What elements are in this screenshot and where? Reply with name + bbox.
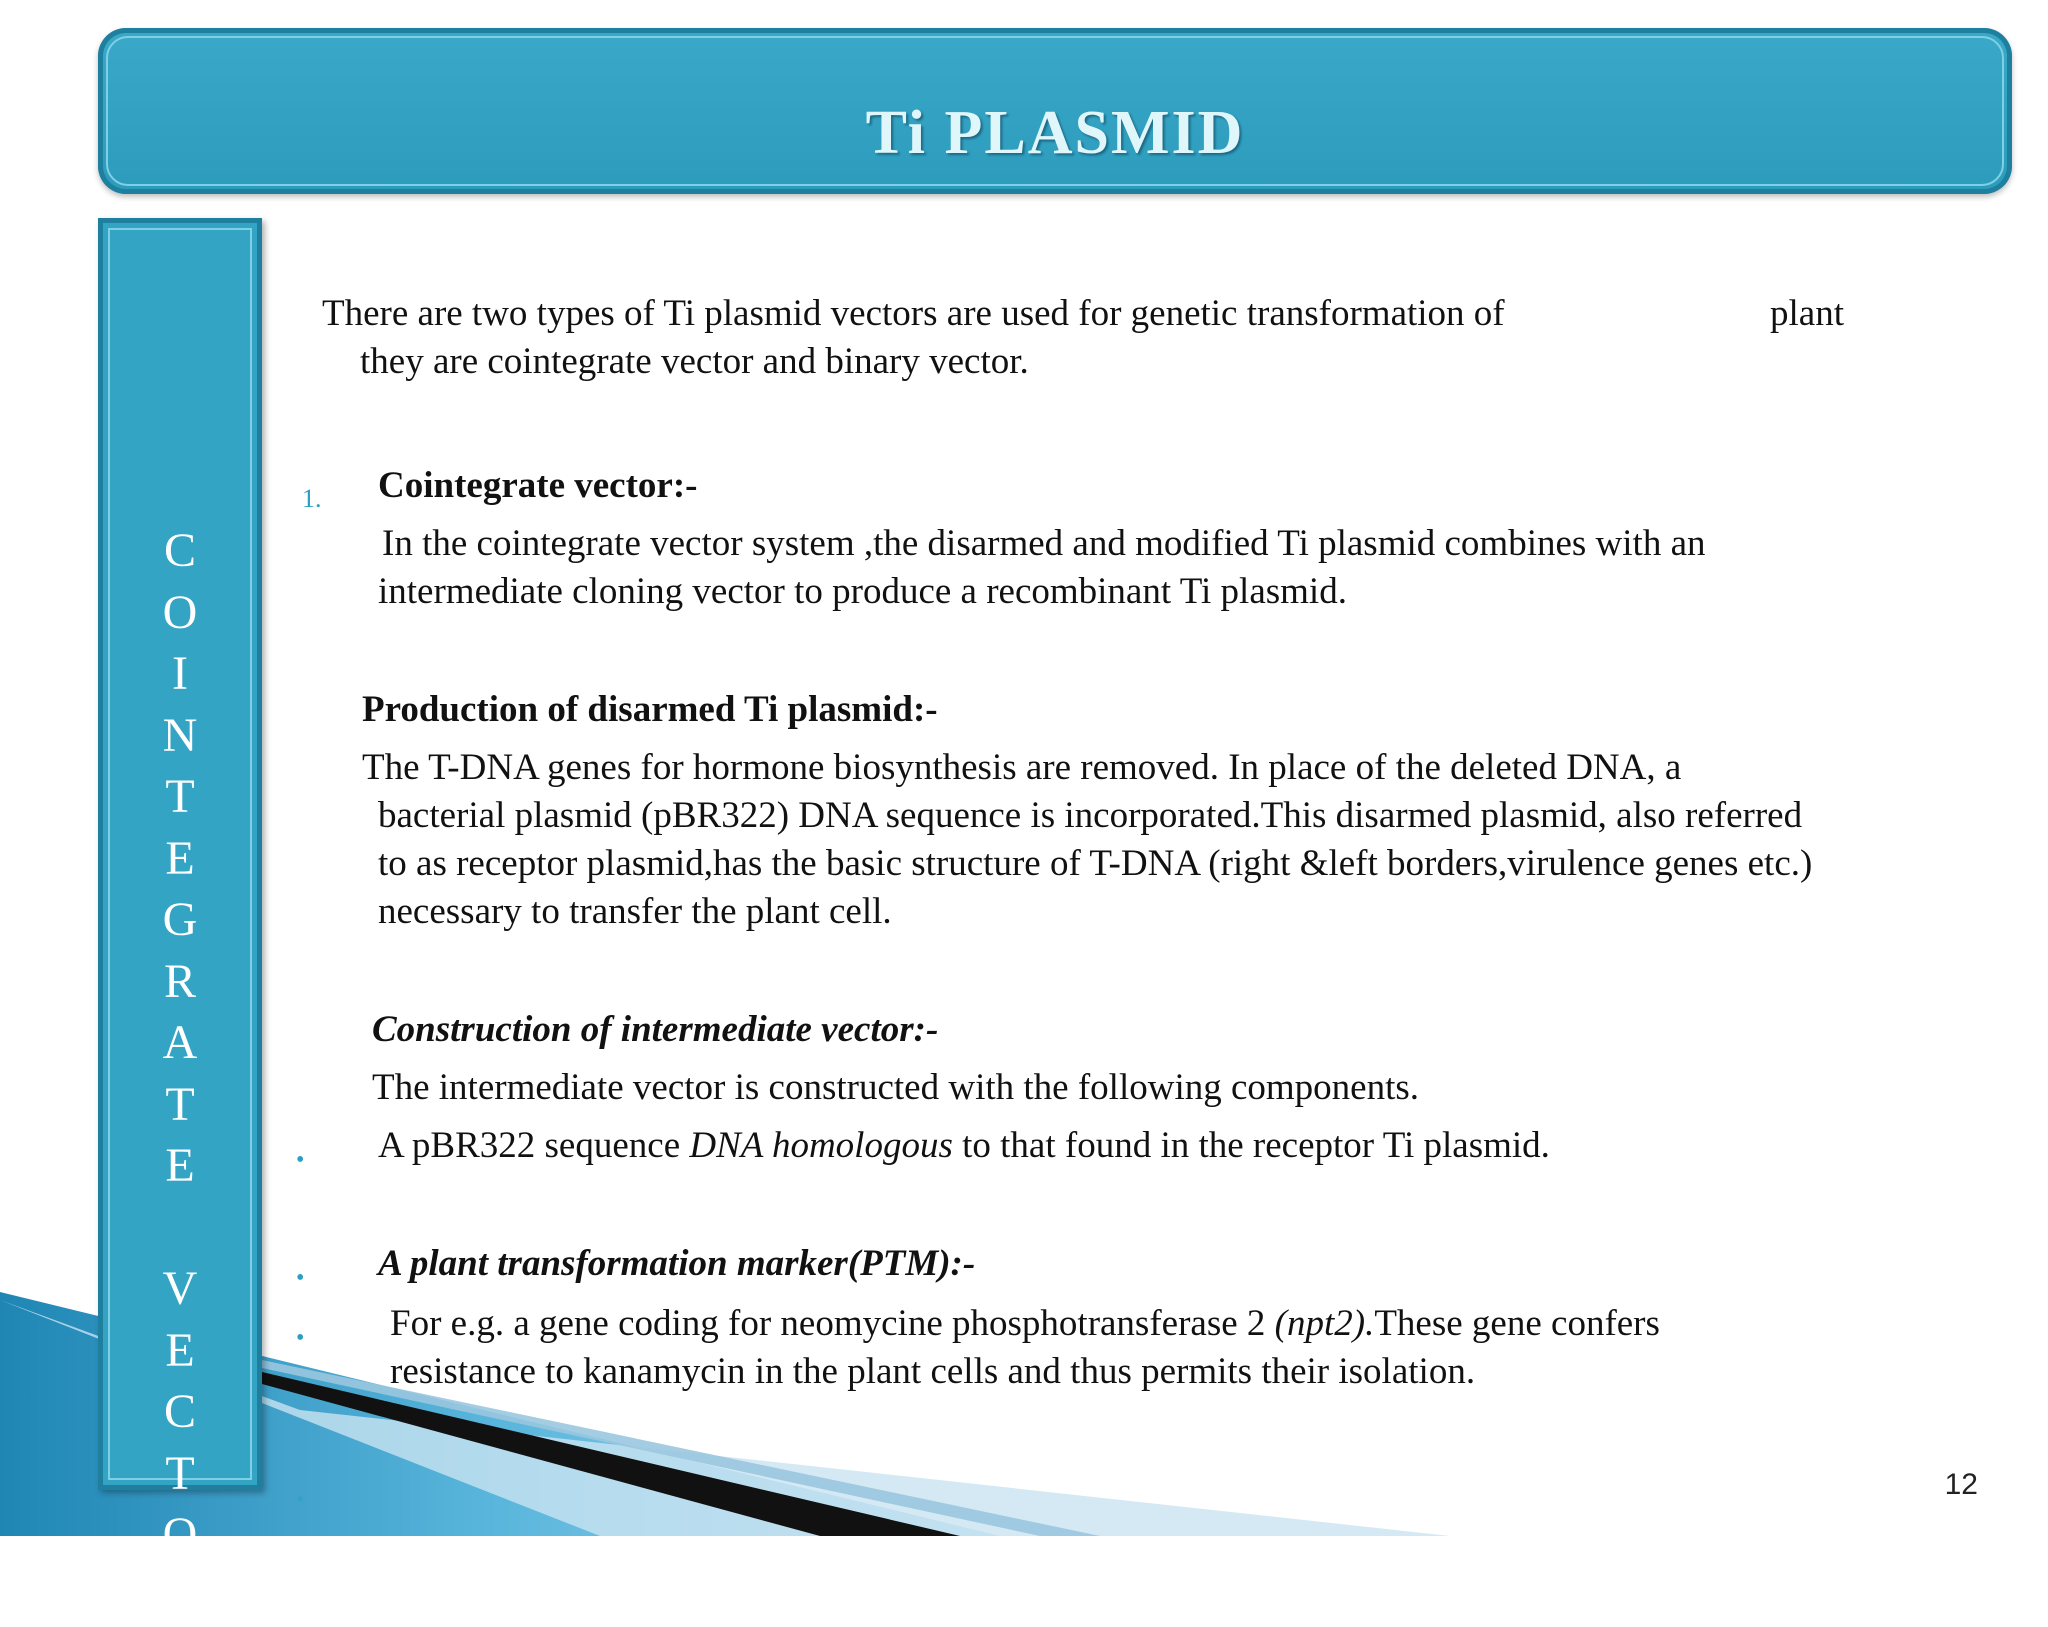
side-letter: C [98,1381,262,1443]
side-letter: N [98,705,262,767]
bullet-icon: • [296,1314,304,1362]
list-number: 1. [302,475,322,523]
side-letter: R [98,1566,262,1627]
bullet-1-italic: DNA homologous [689,1125,952,1166]
intermediate-heading: Construction of intermediate vector:- [372,1006,938,1054]
intro-line-1-end: plant [1770,290,1844,338]
ptm-line-1 [390,1300,1660,1348]
side-letter: T [98,1074,262,1136]
side-letter: I [98,643,262,705]
disarmed-line-4: necessary to transfer the plant cell. [378,888,892,936]
ptm-heading: A plant transformation marker(PTM):- [378,1240,975,1288]
intermediate-bullet-1 [378,1122,1550,1170]
cointegrate-body-line-1: In the cointegrate vector system ,the disarmed and modified Ti plasmid combines with an [382,520,1706,568]
side-letter: T [98,1443,262,1505]
side-letter-space [98,1197,262,1259]
disarmed-heading: Production of disarmed Ti plasmid:- [362,686,938,734]
title-banner [98,28,2012,194]
bullet-icon: • [296,1254,304,1302]
disarmed-line-2: bacterial plasmid (pBR322) DNA sequence is incorporated.This disarmed plasmid, also referred [378,792,1802,840]
side-label-letters [98,520,262,1627]
intro-line-1 [322,290,1505,338]
side-letter: E [98,1320,262,1382]
side-letter: R [98,951,262,1013]
ptm-line-1-pre: For e.g. a gene coding for neomycine phosphotransferase 2 [390,1303,1275,1344]
side-letter: V [98,1258,262,1320]
bullet-icon: • [296,1476,304,1524]
intro-line-1-text: There are two types of Ti plasmid vectors are used for genetic transformation of [322,293,1505,334]
side-letter: E [98,1135,262,1197]
bullet-icon: • [296,1136,304,1184]
ptm-line-2: resistance to kanamycin in the plant cells and thus permits their isolation. [390,1348,1475,1396]
bullet-1-post: to that found in the receptor Ti plasmid. [953,1125,1550,1166]
page-title: Ti PLASMID [98,98,2012,169]
cointegrate-body-line-2: intermediate cloning vector to produce a recombinant Ti plasmid. [378,568,1347,616]
page-number: 12 [1945,1468,1978,1502]
bullet-1-pre: A pBR322 sequence [378,1125,689,1166]
ptm-line-1-italic: (npt2). [1275,1303,1375,1344]
side-letter: O [98,582,262,644]
side-letter: O [98,1504,262,1566]
side-letter: A [98,1012,262,1074]
intermediate-intro: The intermediate vector is constructed with the following components. [372,1064,1419,1112]
intro-line-2: they are cointegrate vector and binary vector. [360,338,1029,386]
side-letter: E [98,828,262,890]
side-letter: C [98,520,262,582]
side-letter: G [98,889,262,951]
disarmed-line-3: to as receptor plasmid,has the basic structure of T-DNA (right &left borders,virulence genes etc.) [378,840,1812,888]
cointegrate-heading: Cointegrate vector:- [378,462,697,510]
side-label-panel [98,218,262,1490]
ptm-line-1-post: These gene confers [1374,1303,1660,1344]
disarmed-line-1: The T-DNA genes for hormone biosynthesis are removed. In place of the deleted DNA, a [362,744,1681,792]
side-letter: T [98,766,262,828]
